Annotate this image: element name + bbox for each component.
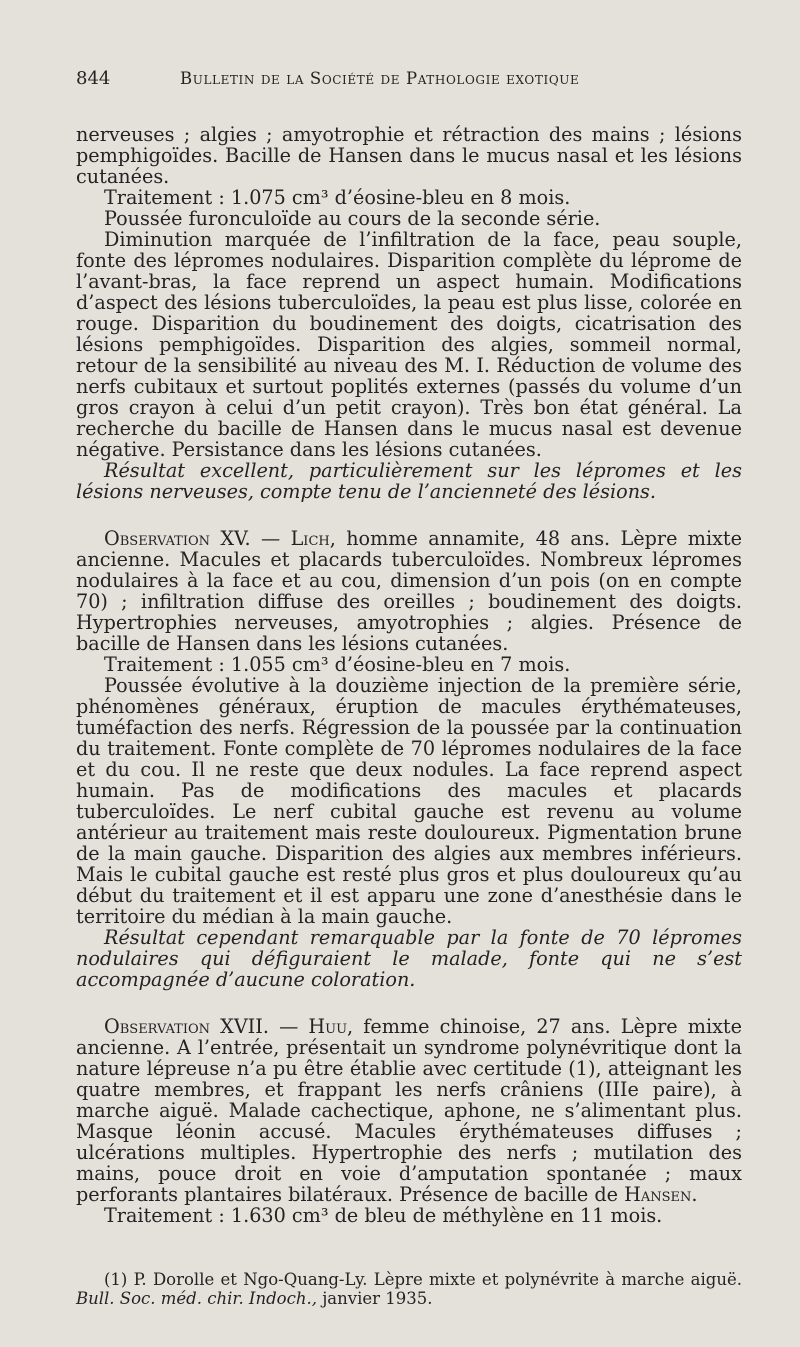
footnote-text: (1) P. Dorolle et Ngo-Quang-Ly. Lèpre mixte et polynévrite à marche aiguë. — [104, 1270, 742, 1289]
observation-xv-text: homme annamite, 48 ans. Lèpre mixte ancienne. Macules et placards tuberculoïdes. Nombreux lépromes nodulaires à la face et au cou, dimension d’un pois (on en compte 70) ; infiltration diffuse des oreilles ; boudinement des doigts. Hypertrophies nerveuses, amyotrophies ; algies. Présence de bacille de Hansen dans les lésions cutanées. — [76, 527, 742, 655]
case-continued-treatment: Traitement : 1.075 cm³ d’éosine-bleu en 8 mois. — [104, 186, 571, 209]
observation-xvii — [76, 1016, 742, 1226]
observation-xvii-title: Observation XVII. — [104, 1015, 269, 1038]
case-continued-result: Résultat excellent, particulièrement sur les lépromes et les lésions nerveuses, compte tenu de l’ancienneté des lésions. — [76, 459, 742, 503]
observation-xv-result: Résultat cependant remarquable par la fonte de 70 lépromes nodulaires qui défiguraient le malade, fonte qui ne s’est accompagnée d’aucune coloration. — [76, 926, 742, 991]
observation-xvii-intro: Observation XVII. — Huu, femme chinoise, 27 ans. Lèpre mixte ancienne. A l’entrée, présentait un syndrome polynévritique dont la nature lépreuse n’a pu être établie avec certitude (1), atteignant les quatre membres, et frappant les nerfs crâniens (IIIe paire), à marche aiguë. Malade cachectique, aphone, ne s’alimentant plus. Masque léonin accusé. Macules érythémateuses diffuses ; ulcérations multiples. Hypertrophie des nerfs ; mutilation des mains, pouce droit en voie d’amputation spontanée ; maux perforants plantaires bilatéraux. Présence de bacille de Hansen. — [76, 1015, 742, 1206]
footnote-separator — [76, 1252, 742, 1270]
running-title: Bulletin de la Société de Pathologie exotique — [180, 69, 580, 88]
patient-name: Huu, — [308, 1015, 354, 1038]
observation-xv-intro: Observation XV. — Lich, homme annamite, 48 ans. Lèpre mixte ancienne. Macules et placards tuberculoïdes. Nombreux lépromes nodulaires à la face et au cou, dimension d’un pois (on en compte 70) ; infiltration diffuse des oreilles ; boudinement des doigts. Hypertrophies nerveuses, amyotrophies ; algies. Présence de bacille de Hansen dans les lésions cutanées. — [76, 527, 742, 655]
page-number: 844 — [76, 68, 111, 89]
footnote-source: Bull. Soc. méd. chir. Indoch., — [76, 1289, 317, 1308]
observation-xv — [76, 528, 742, 990]
case-continued-paragraph: nerveuses ; algies ; amyotrophie et rétraction des mains ; lésions pemphigoïdes. Bacille de Hansen dans le mucus nasal et les lésions cutanées. — [76, 123, 742, 188]
footnote-date: janvier 1935. — [322, 1289, 433, 1308]
observation-xv-paragraph: Poussée évolutive à la douzième injection de la première série, phénomènes généraux, éruption de macules érythémateuses, tuméfaction des nerfs. Régression de la poussée par la continuation du traitement. Fonte complète de 70 lépromes nodulaires de la face et du cou. Il ne reste que deux nodules. La face reprend aspect humain. Pas de modifications des macules et placards tuberculoïdes. Le nerf cubital gauche est revenu au volume antérieur au traitement mais reste douloureux. Pigmentation brune de la main gauche. Disparition des algies aux membres inférieurs. Mais le cubital gauche est resté plus gros et plus douloureux qu’au début du traitement et il est apparu une zone d’anesthésie dans le territoire du médian à la main gauche. — [76, 674, 742, 928]
observation-xvii-treatment: Traitement : 1.630 cm³ de bleu de méthylène en 11 mois. — [104, 1204, 663, 1227]
observation-xv-treatment: Traitement : 1.055 cm³ d’éosine-bleu en 7 mois. — [104, 653, 571, 676]
page-header — [76, 68, 742, 89]
case-continued-paragraph: Diminution marquée de l’infiltration de la face, peau souple, fonte des lépromes nodulaires. Disparition complète du léprome de l’avant-bras, la face reprend un aspect humain. Modifications d’aspect des lésions tuberculoïdes, la peau est plus lisse, colorée en rouge. Disparition du boudinement des doigts, cicatrisation des lésions pemphigoïdes. Disparition des algies, sommeil normal, retour de la sensibilité au niveau des M. I. Réduction de volume des nerfs cubitaux et surtout poplités externes (passés du volume d’un gros crayon à celui d’un petit crayon). Très bon état général. La recherche du bacille de Hansen dans le mucus nasal est devenue négative. Persistance dans les lésions cutanées. — [76, 228, 742, 461]
hansen-name: Hansen. — [624, 1183, 698, 1206]
observation-xvii-text: femme chinoise, 27 ans. Lèpre mixte ancienne. A l’entrée, présentait un syndrome polynévritique dont la nature lépreuse n’a pu être établie avec certitude (1), atteignant les quatre membres, et frappant les nerfs crâniens (IIIe paire), à marche aiguë. Malade cachectique, aphone, ne s’alimentant plus. Masque léonin accusé. Macules érythémateuses diffuses ; ulcérations multiples. Hypertrophie des nerfs ; mutilation des mains, pouce droit en voie d’amputation spontanée ; maux perforants plantaires bilatéraux. Présence de bacille de — [76, 1015, 742, 1206]
case-continued-paragraph: Poussée furonculoïde au cours de la seconde série. — [104, 207, 601, 230]
spacer — [76, 1226, 742, 1252]
footnote — [76, 1270, 742, 1308]
observation-xv-title: Observation XV. — [104, 527, 251, 550]
patient-name: Lich, — [290, 527, 336, 550]
